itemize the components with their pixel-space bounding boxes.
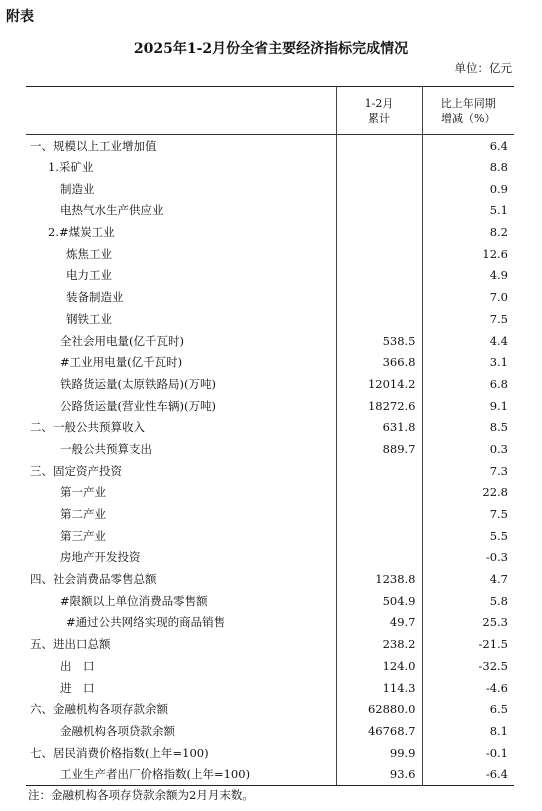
cumulative-value-cell: 889.7 [336, 438, 422, 460]
table-row [26, 460, 514, 482]
indicator-name-cell: 制造业 [60, 181, 95, 196]
table-row [26, 677, 514, 699]
indicator-name-cell: 电热气水生产供应业 [60, 203, 164, 218]
growth-rate-cell: 12.6 [482, 246, 508, 261]
indicator-name-cell: 三、固定资产投资 [30, 463, 122, 478]
header-cumulative-line1: 1-2月 [364, 96, 394, 110]
indicator-table [26, 86, 514, 786]
cumulative-value-cell: 238.2 [336, 633, 422, 655]
unit-label: 单位：亿元 [454, 61, 512, 75]
table-row [26, 221, 514, 243]
table-row [26, 200, 514, 222]
growth-rate-cell: 8.2 [489, 225, 508, 240]
growth-rate-cell: 7.5 [489, 507, 508, 522]
table-body [26, 135, 514, 786]
indicator-name-cell: 1.采矿业 [48, 160, 94, 175]
indicator-name-cell: 一、规模以上工业增加值 [30, 138, 157, 153]
indicator-name-cell: 出 口 [60, 658, 95, 673]
growth-rate-cell: 8.8 [489, 160, 508, 175]
indicator-name-cell: #工业用电量(亿千瓦时) [60, 355, 183, 370]
cumulative-value-cell: 114.3 [336, 677, 422, 699]
indicator-name-cell: 五、进出口总额 [30, 637, 111, 652]
growth-rate-cell: -0.1 [485, 745, 508, 760]
growth-rate-cell: 5.5 [489, 528, 508, 543]
growth-rate-cell: 6.4 [489, 138, 508, 153]
table-header [26, 87, 514, 135]
growth-rate-cell: 25.3 [482, 615, 508, 630]
cumulative-value-cell: 49.7 [336, 612, 422, 634]
indicator-name-cell: #通过公共网络实现的商品销售 [66, 615, 226, 630]
table-row [26, 612, 514, 634]
growth-rate-cell: 9.1 [489, 398, 508, 413]
indicator-name-cell: 金融机构各项贷款余额 [60, 723, 175, 738]
cumulative-value-cell: 631.8 [336, 416, 422, 438]
growth-rate-cell: 0.9 [489, 181, 508, 196]
growth-rate-cell: 4.4 [489, 333, 508, 348]
header-cumulative-cell [336, 87, 422, 135]
table-row [26, 373, 514, 395]
indicator-name-cell: #限额以上单位消费品零售额 [60, 593, 208, 608]
table-row [26, 351, 514, 373]
indicator-name-cell: 全社会用电量(亿千瓦时) [60, 333, 184, 348]
indicator-name-cell: 六、金融机构各项存款余额 [30, 702, 168, 717]
table-row [26, 720, 514, 742]
growth-rate-cell: 4.7 [489, 572, 508, 587]
table-row [26, 763, 514, 785]
cumulative-value-cell [336, 547, 422, 569]
indicator-name-cell: 铁路货运量(太原铁路局)(万吨) [60, 376, 216, 391]
cumulative-value-cell: 538.5 [336, 330, 422, 352]
table-row [26, 547, 514, 569]
table-row [26, 243, 514, 265]
table-row [26, 416, 514, 438]
cumulative-value-cell [336, 243, 422, 265]
growth-rate-cell: -32.5 [478, 658, 508, 673]
table-row [26, 308, 514, 330]
table-row [26, 482, 514, 504]
cumulative-value-cell: 93.6 [336, 763, 422, 785]
growth-rate-cell: 4.9 [489, 268, 508, 283]
cumulative-value-cell: 12014.2 [336, 373, 422, 395]
cumulative-value-cell [336, 525, 422, 547]
growth-rate-cell: 6.8 [489, 376, 508, 391]
table-row [26, 438, 514, 460]
cumulative-value-cell: 366.8 [336, 351, 422, 373]
indicator-name-cell: 炼焦工业 [66, 246, 112, 261]
table-row [26, 633, 514, 655]
cumulative-value-cell [336, 308, 422, 330]
cumulative-value-cell [336, 286, 422, 308]
indicator-name-cell: 工业生产者出厂价格指数(上年=100) [26, 763, 336, 785]
cumulative-value-cell: 99.9 [336, 742, 422, 764]
cumulative-value-cell [336, 135, 422, 157]
table-row [26, 698, 514, 720]
indicator-name-cell: 装备制造业 [66, 290, 124, 305]
indicator-name-cell: 电力工业 [66, 268, 112, 283]
table-row [26, 525, 514, 547]
growth-rate-cell: 7.0 [489, 290, 508, 305]
header-indicator-cell [26, 87, 336, 135]
growth-rate-cell: 8.1 [489, 723, 508, 738]
indicator-name-cell: 第一产业 [60, 485, 106, 500]
cumulative-value-cell [336, 221, 422, 243]
table-row [26, 330, 514, 352]
growth-rate-cell: 5.8 [489, 593, 508, 608]
growth-rate-cell: -21.5 [478, 637, 508, 652]
cumulative-value-cell [336, 503, 422, 525]
cumulative-value-cell: 62880.0 [336, 698, 422, 720]
cumulative-value-cell: 18272.6 [336, 395, 422, 417]
indicator-name-cell: 2.#煤炭工业 [48, 225, 115, 240]
table-row [26, 265, 514, 287]
footnote: 注：金融机构各项存贷款余额为2月月末数。 [28, 788, 254, 802]
table-row [26, 178, 514, 200]
cumulative-value-cell [336, 178, 422, 200]
indicator-name-cell: 公路货运量(营业性车辆)(万吨) [60, 398, 216, 413]
cumulative-value-cell [336, 156, 422, 178]
table-row [26, 742, 514, 764]
cumulative-value-cell: 1238.8 [336, 568, 422, 590]
cumulative-value-cell: 504.9 [336, 590, 422, 612]
growth-rate-cell: 7.3 [489, 463, 508, 478]
header-growth-line1: 比上年同期 [440, 96, 496, 110]
cumulative-value-cell [336, 482, 422, 504]
indicator-name-cell: 进 口 [60, 680, 95, 695]
cumulative-value-cell [336, 460, 422, 482]
growth-rate-cell: -0.3 [485, 550, 508, 565]
cumulative-value-cell [336, 265, 422, 287]
indicator-name-cell: 钢铁工业 [66, 311, 112, 326]
cumulative-value-cell: 124.0 [336, 655, 422, 677]
table-row [26, 503, 514, 525]
page-title: 2025年1-2月份全省主要经济指标完成情况 [133, 41, 409, 57]
header-growth-line2: 增减（%） [441, 111, 496, 125]
indicator-name-cell: 二、一般公共预算收入 [30, 420, 145, 435]
growth-rate-cell: -6.4 [422, 763, 514, 785]
table-row [26, 395, 514, 417]
indicator-name-cell: 第二产业 [60, 507, 106, 522]
growth-rate-cell: -4.6 [485, 680, 508, 695]
indicator-name-cell: 第三产业 [60, 528, 106, 543]
growth-rate-cell: 3.1 [489, 355, 508, 370]
indicator-name-cell: 四、社会消费品零售总额 [30, 572, 157, 587]
table-row [26, 568, 514, 590]
table-row [26, 156, 514, 178]
header-growth-cell [422, 87, 514, 135]
indicator-name-cell: 一般公共预算支出 [60, 441, 152, 456]
table-row [26, 590, 514, 612]
growth-rate-cell: 0.3 [489, 441, 508, 456]
table-row [26, 655, 514, 677]
cumulative-value-cell [336, 200, 422, 222]
header-cumulative-line2: 累计 [368, 111, 390, 125]
growth-rate-cell: 6.5 [489, 702, 508, 717]
table-row [26, 135, 514, 157]
indicator-name-cell: 七、居民消费价格指数(上年=100) [30, 745, 209, 760]
growth-rate-cell: 5.1 [489, 203, 508, 218]
growth-rate-cell: 22.8 [482, 485, 508, 500]
growth-rate-cell: 7.5 [489, 311, 508, 326]
indicator-name-cell: 房地产开发投资 [60, 550, 141, 565]
cumulative-value-cell: 46768.7 [336, 720, 422, 742]
growth-rate-cell: 8.5 [489, 420, 508, 435]
attachment-label: 附表 [6, 9, 34, 25]
indicator-table-container [26, 86, 514, 786]
table-row [26, 286, 514, 308]
